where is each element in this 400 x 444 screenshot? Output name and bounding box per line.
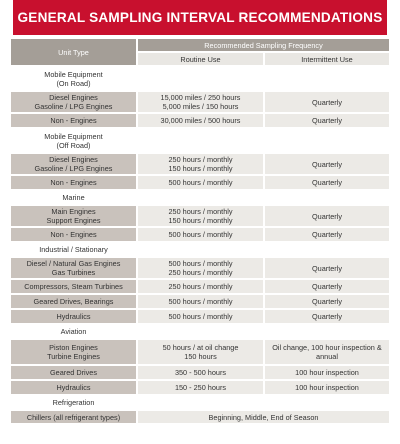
table-row (11, 228, 389, 241)
intermittent-use-cell: Oil change, 100 hour inspection & annual (263, 340, 389, 364)
table-row (11, 340, 389, 364)
section-heading-row (11, 396, 389, 409)
section-heading-row (11, 325, 389, 338)
unit-type-cell: Compressors, Steam Turbines (11, 280, 136, 293)
section-heading: Marine (62, 193, 85, 202)
intermittent-use-cell: Quarterly (263, 92, 389, 112)
routine-use-cell: 500 hours / monthly 250 hours / monthly (136, 258, 263, 278)
header-unit-type: Unit Type (11, 39, 136, 65)
unit-type-cell: Chillers (all refrigerant types) (11, 411, 136, 423)
intermittent-use-cell: 100 hour inspection (263, 366, 389, 379)
table-row (11, 280, 389, 293)
routine-use-cell: 15,000 miles / 250 hours 5,000 miles / 150 hours (136, 92, 263, 112)
table-row (11, 295, 389, 308)
intermittent-use-cell: Quarterly (263, 206, 389, 226)
table-row (11, 92, 389, 112)
unit-type-cell: Non - Engines (11, 176, 136, 189)
routine-use-cell: 350 - 500 hours (136, 366, 263, 379)
unit-type-cell: Diesel Engines Gasoline / LPG Engines (11, 92, 136, 112)
routine-use-cell: 250 hours / monthly 150 hours / monthly (136, 154, 263, 174)
header-recommended-frequency: Recommended Sampling Frequency (136, 39, 389, 51)
table-row (11, 258, 389, 278)
table-row (11, 154, 389, 174)
table-row (11, 310, 389, 323)
section-heading-row (11, 243, 389, 256)
section-heading-row (11, 191, 389, 204)
table-row (11, 176, 389, 189)
section-heading-row (11, 129, 389, 152)
unit-type-cell: Diesel Engines Gasoline / LPG Engines (11, 154, 136, 174)
unit-type-cell: Non - Engines (11, 114, 136, 127)
routine-use-cell: 50 hours / at oil change 150 hours (136, 340, 263, 364)
table-row (11, 366, 389, 379)
header-routine-use: Routine Use (136, 53, 263, 65)
unit-type-cell: Hydraulics (11, 381, 136, 394)
routine-use-cell: 150 - 250 hours (136, 381, 263, 394)
section-heading: Mobile Equipment (On Road) (44, 69, 103, 88)
header-intermittent-use: Intermittent Use (263, 53, 389, 65)
intermittent-use-cell: Quarterly (263, 280, 389, 293)
routine-use-cell: 250 hours / monthly (136, 280, 263, 293)
unit-type-cell: Non - Engines (11, 228, 136, 241)
intermittent-use-cell: Quarterly (263, 228, 389, 241)
routine-use-cell: 500 hours / monthly (136, 176, 263, 189)
intermittent-use-cell: Quarterly (263, 154, 389, 174)
merged-frequency-cell: Beginning, Middle, End of Season (136, 411, 389, 423)
table-row (11, 411, 389, 423)
table-row (11, 114, 389, 127)
intermittent-use-cell: Quarterly (263, 114, 389, 127)
unit-type-cell: Diesel / Natural Gas Engines Gas Turbines (11, 258, 136, 278)
unit-type-cell: Geared Drives (11, 366, 136, 379)
table-row (11, 381, 389, 394)
routine-use-cell: 250 hours / monthly 150 hours / monthly (136, 206, 263, 226)
section-heading-row (11, 67, 389, 90)
routine-use-cell: 30,000 miles / 500 hours (136, 114, 263, 127)
intermittent-use-cell: Quarterly (263, 295, 389, 308)
intermittent-use-cell: Quarterly (263, 176, 389, 189)
section-heading: Aviation (60, 327, 87, 336)
table-row (11, 206, 389, 226)
unit-type-cell: Geared Drives, Bearings (11, 295, 136, 308)
section-heading: Mobile Equipment (Off Road) (44, 131, 103, 150)
routine-use-cell: 500 hours / monthly (136, 310, 263, 323)
routine-use-cell: 500 hours / monthly (136, 228, 263, 241)
intermittent-use-cell: Quarterly (263, 310, 389, 323)
routine-use-cell: 500 hours / monthly (136, 295, 263, 308)
section-heading: Industrial / Stationary (39, 245, 108, 254)
section-heading: Refrigeration (52, 398, 95, 407)
unit-type-cell: Hydraulics (11, 310, 136, 323)
intermittent-use-cell: 100 hour inspection (263, 381, 389, 394)
title-banner: GENERAL SAMPLING INTERVAL RECOMMENDATIONS (13, 0, 387, 35)
unit-type-cell: Main Engines Support Engines (11, 206, 136, 226)
sampling-interval-table (11, 37, 389, 425)
intermittent-use-cell: Quarterly (263, 258, 389, 278)
unit-type-cell: Piston Engines Turbine Engines (11, 340, 136, 364)
